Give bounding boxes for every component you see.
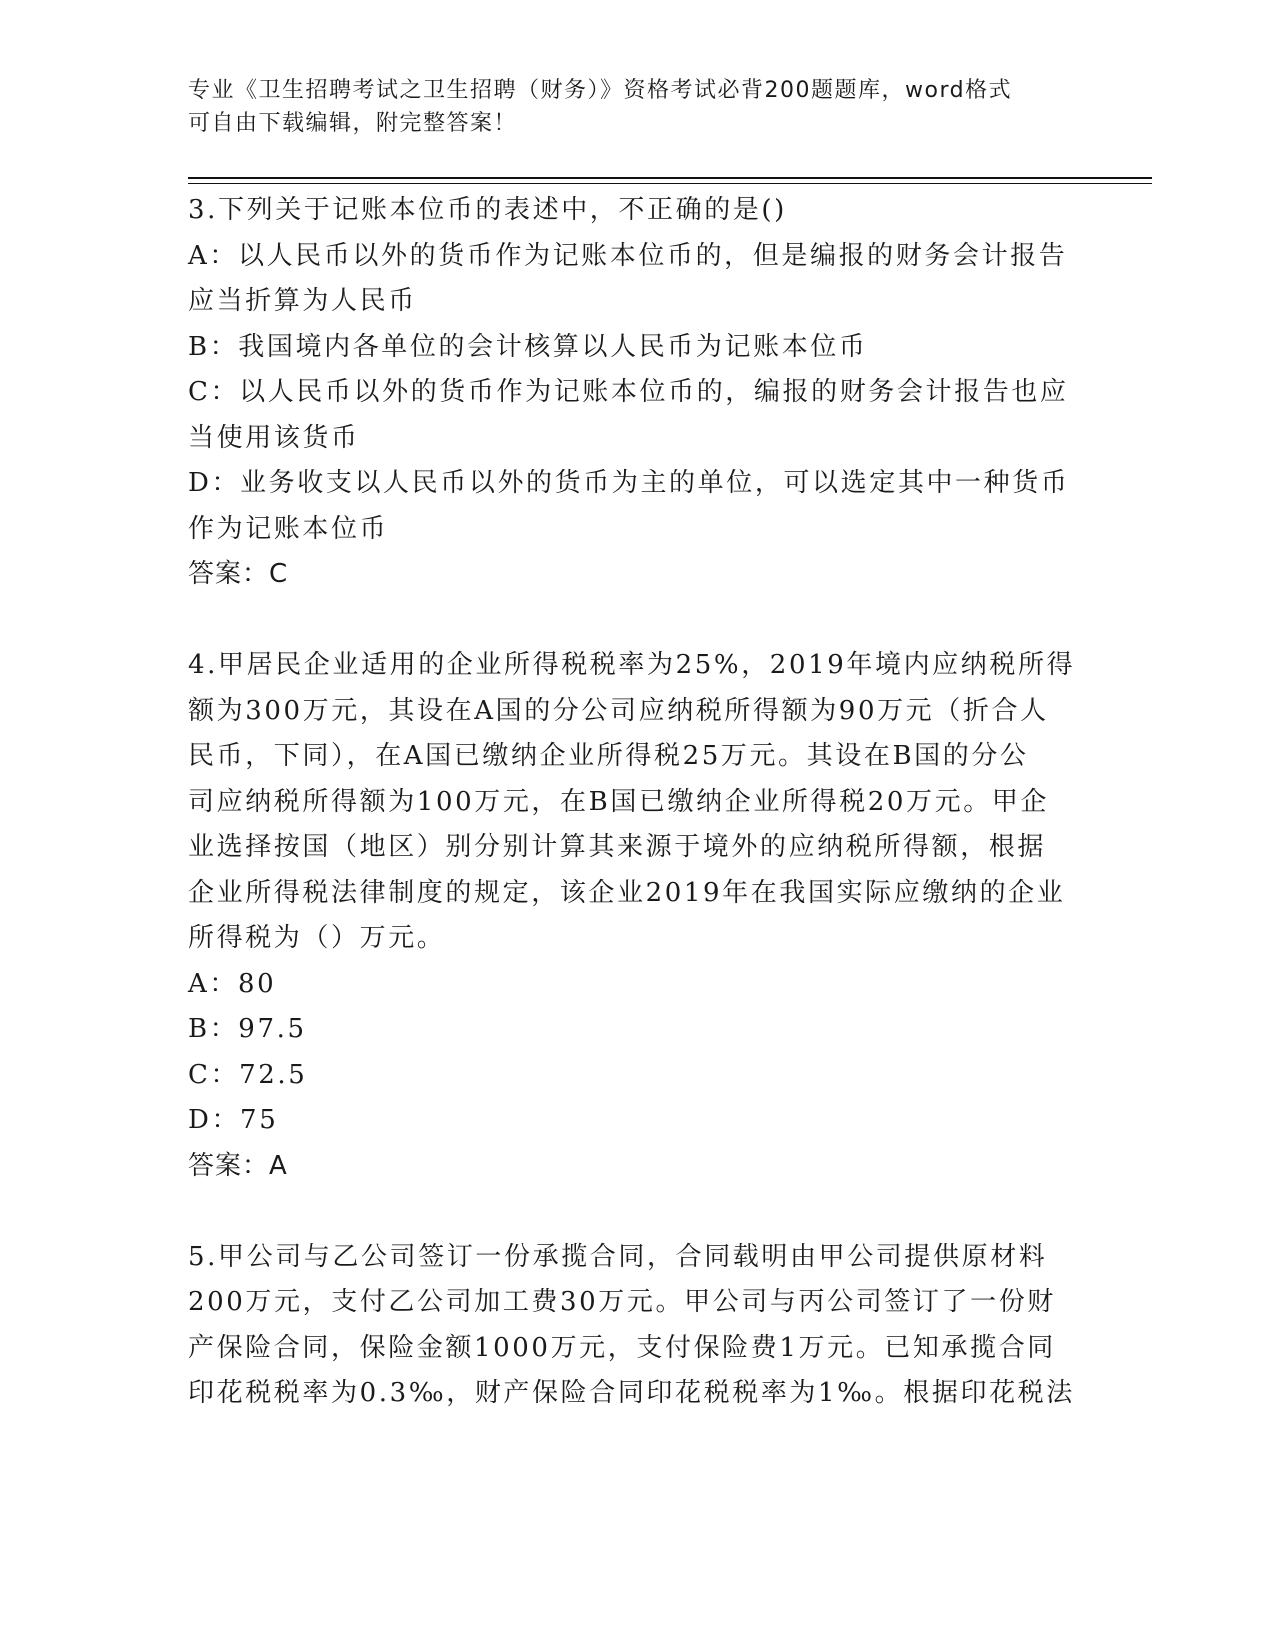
option-c-line: C：以人民币以外的货币作为记账本位币的，编报的财务会计报告也应 bbox=[188, 377, 1069, 407]
document-header bbox=[188, 74, 1068, 140]
option-a-line: A：以人民币以外的货币作为记账本位币的，但是编报的财务会计报告 bbox=[188, 240, 1068, 271]
question-spacer bbox=[188, 1189, 1088, 1235]
question-stem-line: 产保险合同，保险金额1000万元，支付保险费1万元。已知承揽合同 bbox=[188, 1332, 1056, 1363]
option-d-line: D：75 bbox=[188, 1105, 279, 1135]
option-a-line: 应当折算为人民币 bbox=[188, 286, 417, 316]
question-stem-line: 企业所得税法律制度的规定，该企业2019年在我国实际应缴纳的企业 bbox=[188, 877, 1066, 908]
option-b-line: B：97.5 bbox=[188, 1014, 307, 1044]
question-stem-line: 5.甲公司与乙公司签订一份承揽合同，合同载明由甲公司提供原材料 bbox=[188, 1241, 1048, 1272]
question-stem-line: 民币，下同），在A国已缴纳企业所得税25万元。其设在B国的分公 bbox=[188, 741, 1029, 771]
question-stem-line: 额为300万元，其设在A国的分公司应纳税所得额为90万元（折合人 bbox=[188, 695, 1049, 726]
option-c-line: 当使用该货币 bbox=[188, 422, 360, 453]
questions-container bbox=[188, 188, 1088, 1417]
question-stem-line: 200万元，支付乙公司加工费30万元。甲公司与丙公司签订了一份财 bbox=[188, 1287, 1056, 1317]
question-5 bbox=[188, 1235, 1088, 1417]
header-title-line-1: 专业《卫生招聘考试之卫生招聘（财务）》资格考试必背200题题库，word格式 bbox=[188, 78, 1013, 103]
option-d-line: 作为记账本位币 bbox=[188, 513, 389, 544]
answer-label: 答案：C bbox=[188, 559, 289, 589]
option-a-line: A：80 bbox=[188, 968, 277, 999]
header-rule-thin bbox=[188, 183, 1152, 184]
option-c-line: C：72.5 bbox=[188, 1059, 308, 1090]
question-stem-line: 3.下列关于记账本位币的表述中，不正确的是() bbox=[188, 195, 787, 225]
header-title-line-2: 可自由下载编辑，附完整答案！ bbox=[188, 111, 518, 136]
question-3 bbox=[188, 188, 1088, 598]
question-stem-line: 司应纳税所得额为100万元，在B国已缴纳企业所得税20万元。甲企 bbox=[188, 786, 1050, 817]
answer-label: 答案：A bbox=[188, 1150, 288, 1181]
header-rule-thick bbox=[188, 177, 1152, 179]
option-b-line: B：我国境内各单位的会计核算以人民币为记账本位币 bbox=[188, 331, 868, 362]
question-stem-line: 业选择按国（地区）别分别计算其来源于境外的应纳税所得额，根据 bbox=[188, 832, 1047, 862]
option-d-line: D：业务收支以人民币以外的货币为主的单位，可以选定其中一种货币 bbox=[188, 468, 1070, 498]
question-stem-line: 4.甲居民企业适用的企业所得税税率为25%，2019年境内应纳税所得 bbox=[188, 650, 1076, 680]
question-4 bbox=[188, 643, 1088, 1189]
question-stem-line: 所得税为（）万元。 bbox=[188, 923, 446, 953]
question-stem-line: 印花税税率为0.3‰，财产保险合同印花税税率为1‰。根据印花税法 bbox=[188, 1378, 1075, 1408]
question-spacer bbox=[188, 598, 1088, 644]
